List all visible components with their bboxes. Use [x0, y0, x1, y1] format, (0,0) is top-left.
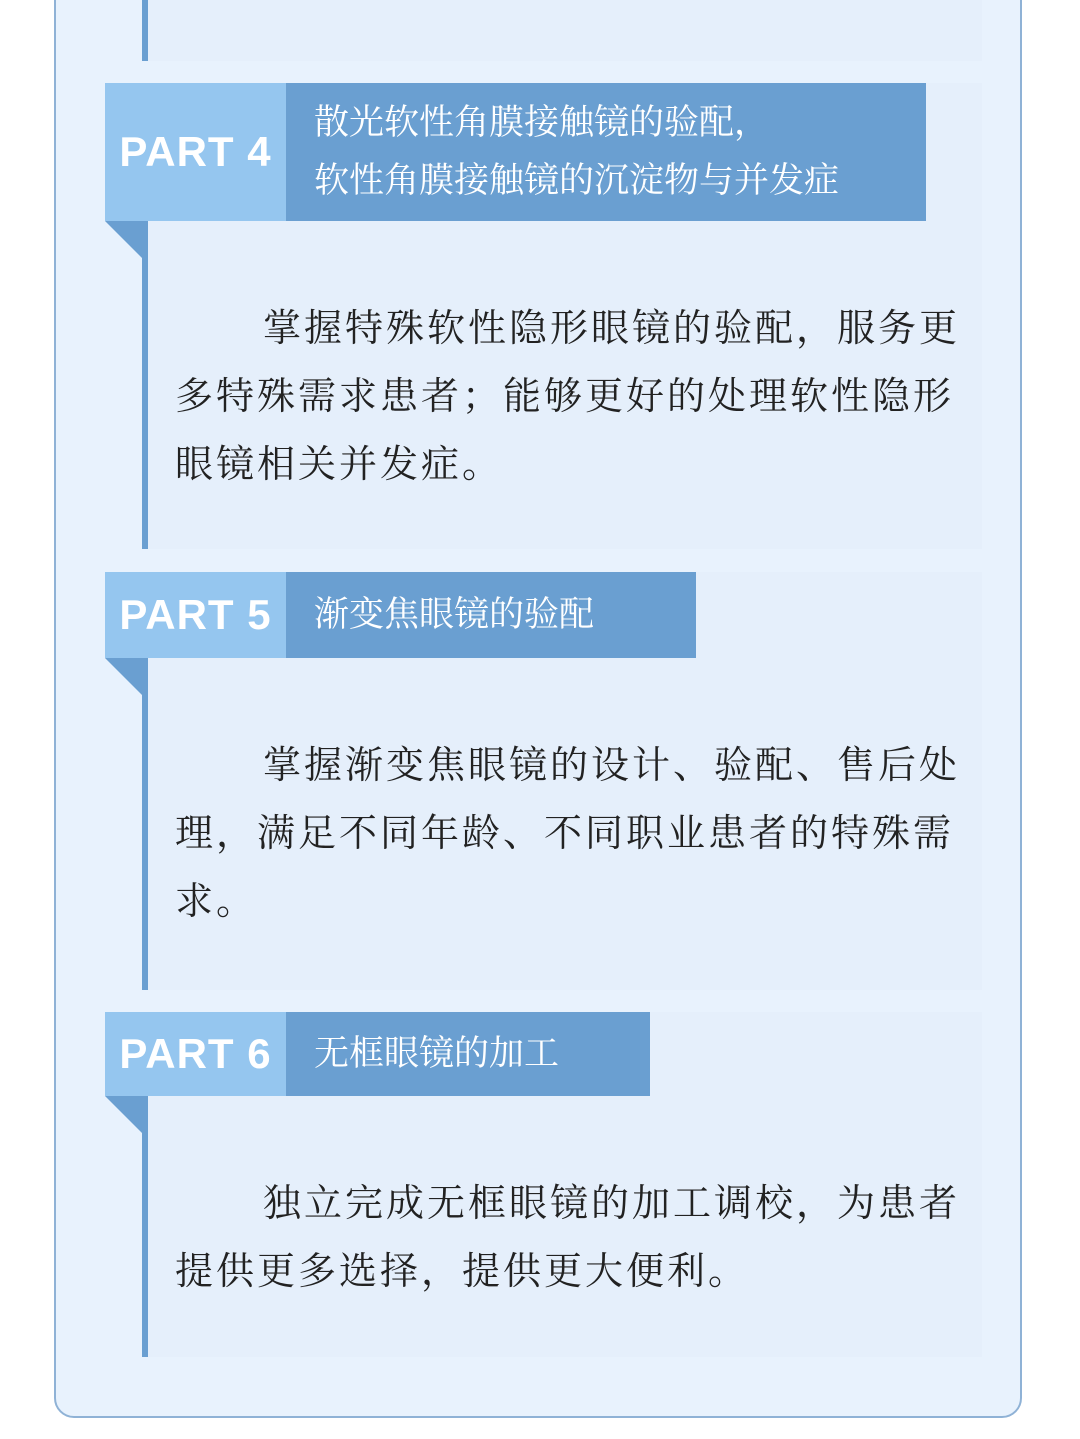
part-4-description: 掌握特殊软性隐形眼镜的验配，服务更多特殊需求患者；能够更好的处理软性隐形眼镜相关并发症。	[175, 306, 961, 486]
part-6-title-line-1: 无框眼镜的加工	[314, 1034, 560, 1074]
part-4-title-line-2: 软性角膜接触镜的沉淀物与并发症	[314, 161, 840, 201]
part-4-title-line-1: 散光软性角膜接触镜的验配，	[314, 103, 770, 143]
part-6-description: 独立完成无框眼镜的加工调校，为患者提供更多选择，提供更大便利。	[175, 1181, 961, 1293]
part-5-description: 掌握渐变焦眼镜的设计、验配、售后处理，满足不同年龄、不同职业患者的特殊需求。	[175, 743, 961, 923]
part-6-title	[286, 1012, 650, 1096]
part-6-label: PART 6	[105, 1012, 286, 1096]
part-5-title	[286, 572, 696, 658]
part-6-ribbon-fold	[105, 1096, 148, 1139]
previous-section-card	[142, 0, 982, 61]
part-4-title	[286, 83, 926, 221]
part-5-label: PART 5	[105, 572, 286, 658]
part-4-label: PART 4	[105, 83, 286, 221]
part-4-ribbon-fold	[105, 221, 148, 264]
part-5-ribbon-fold	[105, 658, 148, 701]
part-5-title-line-1: 渐变焦眼镜的验配	[314, 595, 595, 635]
